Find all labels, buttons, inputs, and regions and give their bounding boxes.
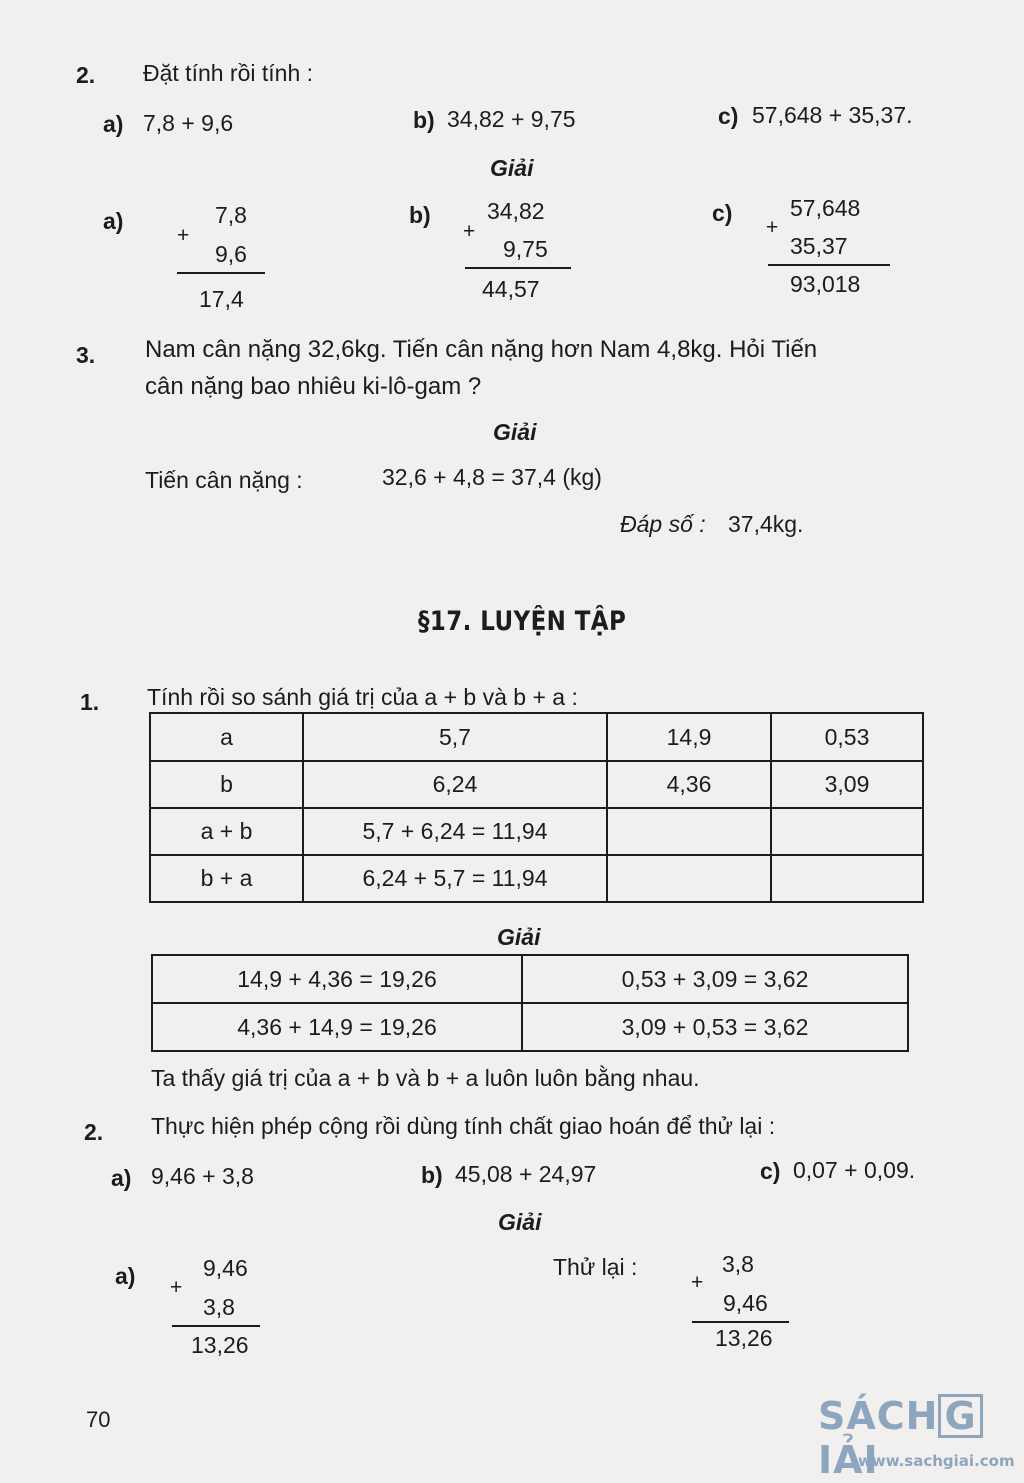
plus-sign: + (463, 220, 476, 243)
lt1-solution-heading: Giải (497, 924, 541, 950)
table-cell: b + a (150, 855, 303, 902)
lt2-a-label: a) (111, 1165, 132, 1191)
table-cell: a (150, 713, 303, 761)
table-cell: 4,36 + 14,9 = 19,26 (152, 1003, 522, 1051)
ex2-solution-heading: Giải (490, 155, 534, 181)
section-title: §17. LUYỆN TẬP (418, 606, 627, 637)
ex2-sol-b-bottom: 9,75 (503, 236, 548, 262)
lt2-sol-a-top: 9,46 (203, 1255, 248, 1281)
values-table (149, 712, 924, 903)
table-cell: 0,53 (771, 713, 923, 761)
ex2-sol-c-bottom: 35,37 (790, 233, 848, 259)
table-cell: 0,53 + 3,09 = 3,62 (522, 955, 908, 1003)
exercise-2-number: 2. (76, 62, 96, 88)
exercise-3-text-line1: Nam cân nặng 32,6kg. Tiến cân nặng hơn Nam 4,8kg. Hỏi Tiến (145, 336, 818, 363)
table-cell: 6,24 (303, 761, 607, 808)
ex2-sol-c-label: c) (712, 200, 733, 226)
watermark-brand-left: SÁCH (818, 1394, 939, 1438)
ex2-sol-b-result: 44,57 (482, 276, 540, 302)
ex2-a-expression: 7,8 + 9,6 (143, 110, 234, 136)
solution-table (151, 954, 909, 1052)
table-cell: 4,36 (607, 761, 771, 808)
ex2-sol-b-label: b) (409, 202, 431, 228)
table-cell: 14,9 + 4,36 = 19,26 (152, 955, 522, 1003)
plus-sign: + (691, 1271, 704, 1294)
exercise-3-number: 3. (76, 342, 96, 368)
table-row (150, 808, 923, 855)
lt2-c-expression: 0,07 + 0,09. (793, 1157, 916, 1183)
table-cell (771, 808, 923, 855)
lt2-a-expression: 9,46 + 3,8 (151, 1163, 254, 1189)
table-row (152, 1003, 908, 1051)
ex2-sol-a-top: 7,8 (215, 202, 247, 228)
sum-line (692, 1321, 789, 1323)
ex2-sol-b-top: 34,82 (487, 198, 545, 224)
plus-sign: + (766, 216, 779, 239)
table-row (150, 713, 923, 761)
lt2-sol-a-bottom: 3,8 (203, 1294, 235, 1320)
ex3-answer-value: 37,4kg. (728, 511, 804, 537)
table-cell: 14,9 (607, 713, 771, 761)
sum-line (465, 267, 571, 269)
sum-line (768, 264, 890, 266)
sum-line (177, 272, 265, 274)
table-cell (607, 808, 771, 855)
ex2-b-expression: 34,82 + 9,75 (447, 106, 576, 132)
ex2-sol-a-result: 17,4 (199, 286, 244, 312)
ex2-c-expression: 57,648 + 35,37. (752, 102, 913, 128)
watermark-url: www.sachgiai.com (858, 1452, 1015, 1470)
ex2-a-label: a) (103, 111, 124, 137)
table-cell: 3,09 (771, 761, 923, 808)
ex2-sol-a-bottom: 9,6 (215, 241, 247, 267)
plus-sign: + (170, 1276, 183, 1299)
exercise-3-text-line2: cân nặng bao nhiêu ki-lô-gam ? (145, 373, 482, 400)
lt2-b-expression: 45,08 + 24,97 (455, 1161, 597, 1187)
check-result: 13,26 (715, 1325, 773, 1351)
lt2-b-label: b) (421, 1162, 443, 1188)
check-label: Thử lại : (553, 1254, 638, 1280)
table-row (152, 955, 908, 1003)
table-cell: a + b (150, 808, 303, 855)
table-cell: 6,24 + 5,7 = 11,94 (303, 855, 607, 902)
page-number: 70 (86, 1407, 111, 1432)
exercise-2-prompt: Đặt tính rồi tính : (143, 60, 314, 86)
practice-1-number: 1. (80, 689, 100, 715)
table-cell: 3,09 + 0,53 = 3,62 (522, 1003, 908, 1051)
lt2-c-label: c) (760, 1158, 781, 1184)
check-bottom: 9,46 (723, 1290, 768, 1316)
ex3-answer-label: Đáp số : (620, 511, 706, 537)
ex2-c-label: c) (718, 103, 739, 129)
lt2-sol-a-result: 13,26 (191, 1332, 249, 1358)
ex3-solution-heading: Giải (493, 419, 537, 445)
watermark-brand-right: IẢI (818, 1438, 879, 1482)
table-cell: 5,7 (303, 713, 607, 761)
table-row (150, 855, 923, 902)
lt2-sol-a-label: a) (115, 1263, 136, 1289)
table-cell (771, 855, 923, 902)
table-cell: 5,7 + 6,24 = 11,94 (303, 808, 607, 855)
practice-2-prompt: Thực hiện phép cộng rồi dùng tính chất giao hoán để thử lại : (151, 1113, 776, 1139)
ex3-solution-calc: 32,6 + 4,8 = 37,4 (kg) (382, 464, 602, 490)
ex3-solution-label: Tiến cân nặng : (145, 467, 303, 493)
ex2-b-label: b) (413, 107, 435, 133)
ex2-sol-a-label: a) (103, 208, 124, 234)
sum-line (172, 1325, 260, 1327)
practice-1-prompt: Tính rồi so sánh giá trị của a + b và b + a : (147, 684, 578, 710)
lt2-solution-heading: Giải (498, 1209, 542, 1235)
ex2-sol-c-result: 93,018 (790, 271, 861, 297)
plus-sign: + (177, 224, 190, 247)
table-cell (607, 855, 771, 902)
table-row (150, 761, 923, 808)
lt1-conclusion: Ta thấy giá trị của a + b và b + a luôn luôn bằng nhau. (151, 1065, 700, 1091)
check-top: 3,8 (722, 1251, 754, 1277)
practice-2-number: 2. (84, 1119, 104, 1145)
table-cell: b (150, 761, 303, 808)
ex2-sol-c-top: 57,648 (790, 195, 861, 221)
watermark-brand-box: G (938, 1394, 982, 1438)
